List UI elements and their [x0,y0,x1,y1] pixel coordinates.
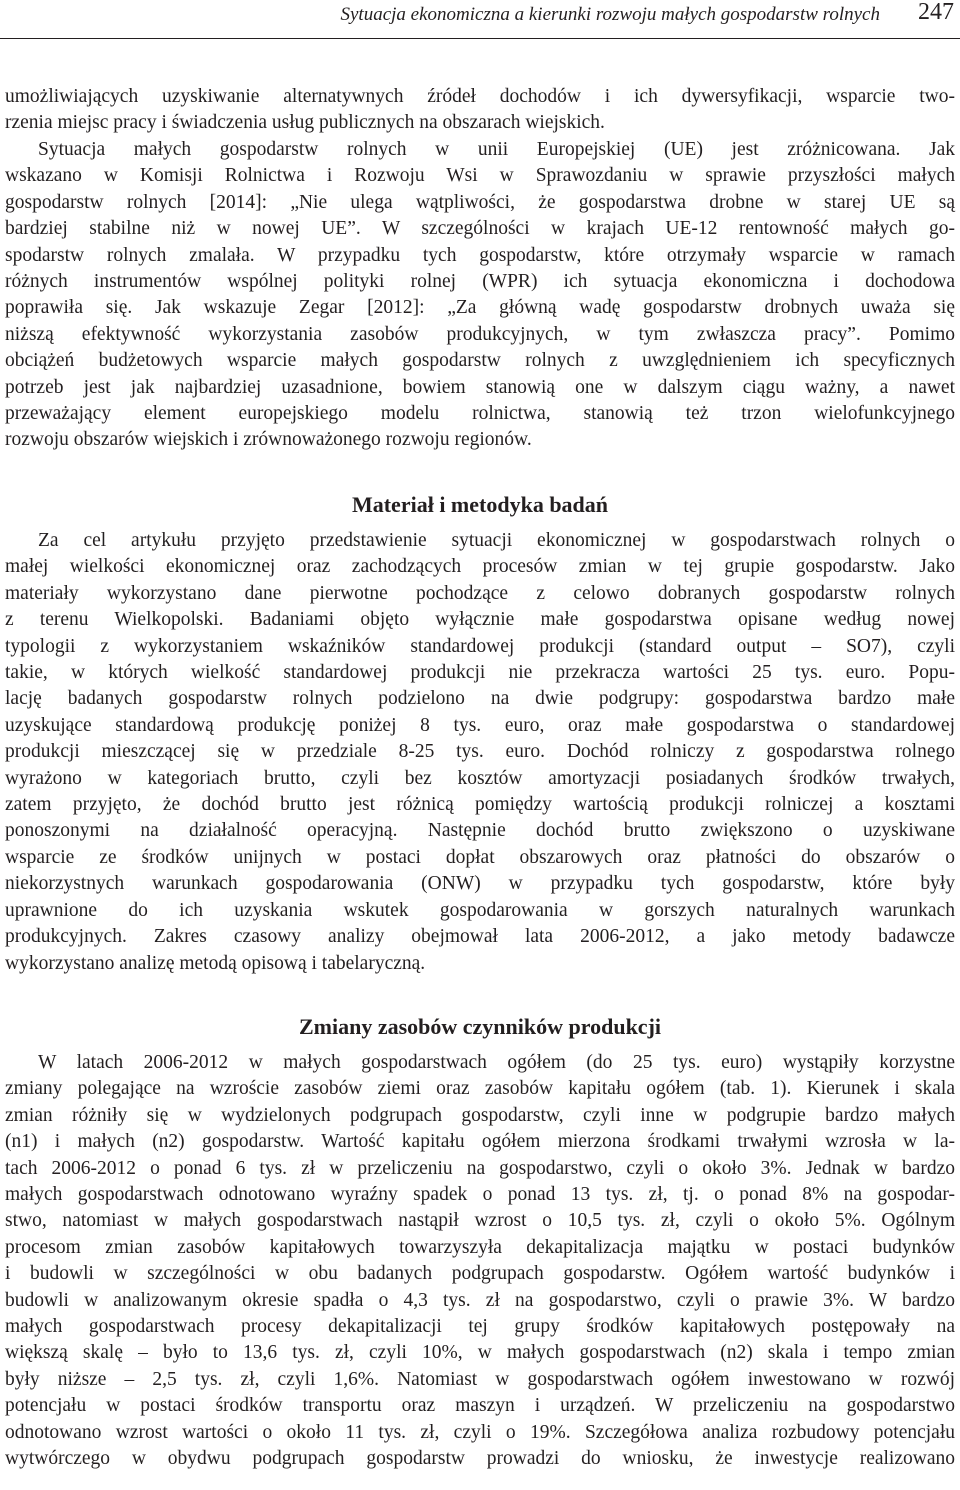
text-line: tach 2006-2012 o ponad 6 tys. zł w przeliczeniu na gospodarstwo, czyli o około 3%. Jednak w bardzo [5,1157,955,1179]
text-line: wyrażono w kategoriach brutto, czyli bez kosztów amortyzacji posiadanych środków trwałych, [5,767,955,789]
text-line: stwo, natomiast w małych gospodarstwach nastąpił wzrost o 10,5 tys. zł, czyli o około 5%. Ogólnym [5,1210,955,1232]
methodology-paragraph [5,528,955,977]
text-line: małych gospodarstwach odnotowano wyraźny spadek o ponad 13 tys. zł, tj. o ponad 8% na gospodar- [5,1184,955,1206]
text-line: uprawnione do ich uzyskania wskutek gospodarowania w gorszych naturalnych warunkach [5,899,955,921]
text-line: typologii z wykorzystaniem wskaźników standardowej produkcji (standard output – SO7), czyli [5,635,955,657]
text-line: potencjału w postaci środków transportu oraz maszyn i urządzeń. W przeliczeniu na gospodarstwo [5,1395,955,1417]
ue-situation-paragraph [5,137,955,454]
text-line: wytwórczego w obydwu podgrupach gospodarstw prowadzi do wniosku, że inwestycje realizowano [5,1448,955,1470]
text-line: większą skalę – było to 13,6 tys. zł, czyli 10%, w małych gospodarstwach (n2) skala i tempo zmian [5,1342,955,1364]
text-line: produkcyjnych. Zakres czasowy analizy obejmował lata 2006-2012, a jako metody badawcze [5,926,955,948]
text-line: potrzeb jest jak najbardziej uzasadnione, bowiem stanowią one w dalszym ciągu ważny, a nawet [5,376,955,398]
text-line: materiały wykorzystano dane pierwotne pochodzące z celowo dobranych gospodarstw rolnych [5,582,955,604]
text-line: lację badanych gospodarstw rolnych podzielono na dwie podgrupy: gospodarstwa bardzo małe [5,688,955,710]
running-header [0,0,960,40]
text-line: (n1) i małych (n2) gospodarstw. Wartość kapitału ogółem mierzona środkami trwałymi wzrosła w la- [5,1131,955,1153]
text-line: spodarstw rolnych zmalała. W przypadku tych gospodarstw, które otrzymały wsparcie w ramach [5,244,955,266]
text-line: niższą efektywność wykorzystania zasobów produkcyjnych, w tym zwłaszcza pracy”. Pomimo [5,323,955,345]
text-line: wskazano w Komisji Rolnictwa i Rozwoju Wsi w Sprawozdaniu w sprawie przyszłości małych [5,165,955,187]
text-line: ponoszonymi na działalność operacyjną. Następnie dochód brutto zwiększono o uzyskiwane [5,820,955,842]
text-line: wsparcie ze środków unijnych w postaci dopłat obszarowych oraz płatności do obszarów o [5,846,955,868]
text-line: były niższe – 2,5 tys. zł, czyli 1,6%. Natomiast w gospodarstwach ogółem inwestowano w rozwój [5,1368,955,1390]
text-line: procesom zmian zasobów kapitałowych towarzyszyła dekapitalizacja majątku w postaci budynków [5,1236,955,1258]
text-line: zmiany polegające na wzroście zasobów ziemi oraz zasobów kapitału ogółem (tab. 1). Kierunek i skala [5,1078,955,1100]
header-rule [0,38,960,39]
text-line: rozwoju obszarów wiejskich i zrównoważonego rozwoju regionów. [5,429,532,451]
page-number: 247 [918,0,954,25]
text-line: zmian różniły się w wydzielonych podgrupach gospodarstw, czyli inne w podgrupie bardzo małych [5,1104,955,1126]
text-line: produkcji mieszczącej się w przedziale 8-25 tys. euro. Dochód rolniczy z gospodarstwa rolnego [5,741,955,763]
text-line: gospodarstw rolnych [2014]: „Nie ulega wątpliwości, że gospodarstwa drobne w starej UE są [5,191,955,213]
text-line: przeważający element europejskiego modelu rolnictwa, stanowią też trzon wielofunkcyjnego [5,403,955,425]
text-line: poprawiła się. Jak wskazuje Zegar [2012]: „Za główną wadę gospodarstw drobnych uważa się [5,297,955,319]
text-line: bardziej stabilne niż w nowej UE”. W szczególności w krajach UE-12 rentowność małych go- [5,218,955,240]
text-line: niekorzystnych warunkach gospodarowania (ONW) w przypadku tych gospodarstw, które były [5,873,955,895]
text-line: wykorzystano analizę metodą opisową i tabelaryczną. [5,952,426,974]
text-line: małej wielkości ekonomicznej oraz zachodzących procesów zmian w tej grupie gospodarstw. Jako [5,556,955,578]
text-line: uzyskujące standardową produkcję poniżej 8 tys. euro, oraz małe gospodarstwa o standardowej [5,714,955,736]
production-factors-paragraph [5,1050,955,1473]
text-line: odnotowano wzrost wartości o około 11 tys. zł, czyli o 19%. Szczegółowa analiza rozbudowy potencjału [5,1421,955,1443]
text-line: zatem przyjęto, że dochód brutto jest różnicą pomiędzy wartością produkcji rolniczej a kosztami [5,794,955,816]
section-heading-methodology: Materiał i metodyka badań [351,492,609,517]
text-line: umożliwiających uzyskiwanie alternatywnych źródeł dochodów i ich dywersyfikacji, wsparcie two- [5,86,955,107]
text-line: takie, w których wielkość standardowej produkcji nie przekracza wartości 25 tys. euro. Popu- [5,662,955,684]
text-line: i budowli w szczególności w obu badanych podgrupach gospodarstw. Ogółem wartość budynków i [5,1263,955,1285]
text-line: różnych instrumentów wspólnej polityki rolnej (WPR) ich sytuacja ekonomiczna i dochodowa [5,271,955,293]
text-line: obciążeń budżetowych wsparcie małych gospodarstw rolnych z uwzględnieniem ich specyficznych [5,350,955,372]
text-line: Sytuacja małych gospodarstw rolnych w unii Europejskiej (UE) jest zróżnicowana. Jak [38,139,955,160]
intro-paragraph [5,84,955,137]
text-line: W latach 2006-2012 w małych gospodarstwach ogółem (do 25 tys. euro) wystąpiły korzystne [38,1052,955,1073]
text-line: Za cel artykułu przyjęto przedstawienie sytuacji ekonomicznej w gospodarstwach rolnych o [38,530,955,551]
text-line: małych gospodarstwach procesy dekapitalizacji tej grupy środków kapitałowych postępowały na [5,1316,955,1338]
text-line: z terenu Wielkopolski. Badaniami objęto wyłącznie małe gospodarstwa opisane według nowej [5,609,955,631]
section-heading-production-factors: Zmiany zasobów czynników produkcji [298,1014,662,1039]
text-line: budowli w analizowanym okresie spadła o 4,3 tys. zł na gospodarstwo, czyli o prawie 3%. W bardzo [5,1289,955,1311]
running-title: Sytuacja ekonomiczna a kierunki rozwoju małych gospodarstw rolnych [340,4,880,25]
text-line: rzenia miejsc pracy i świadczenia usług publicznych na obszarach wiejskich. [5,112,605,134]
